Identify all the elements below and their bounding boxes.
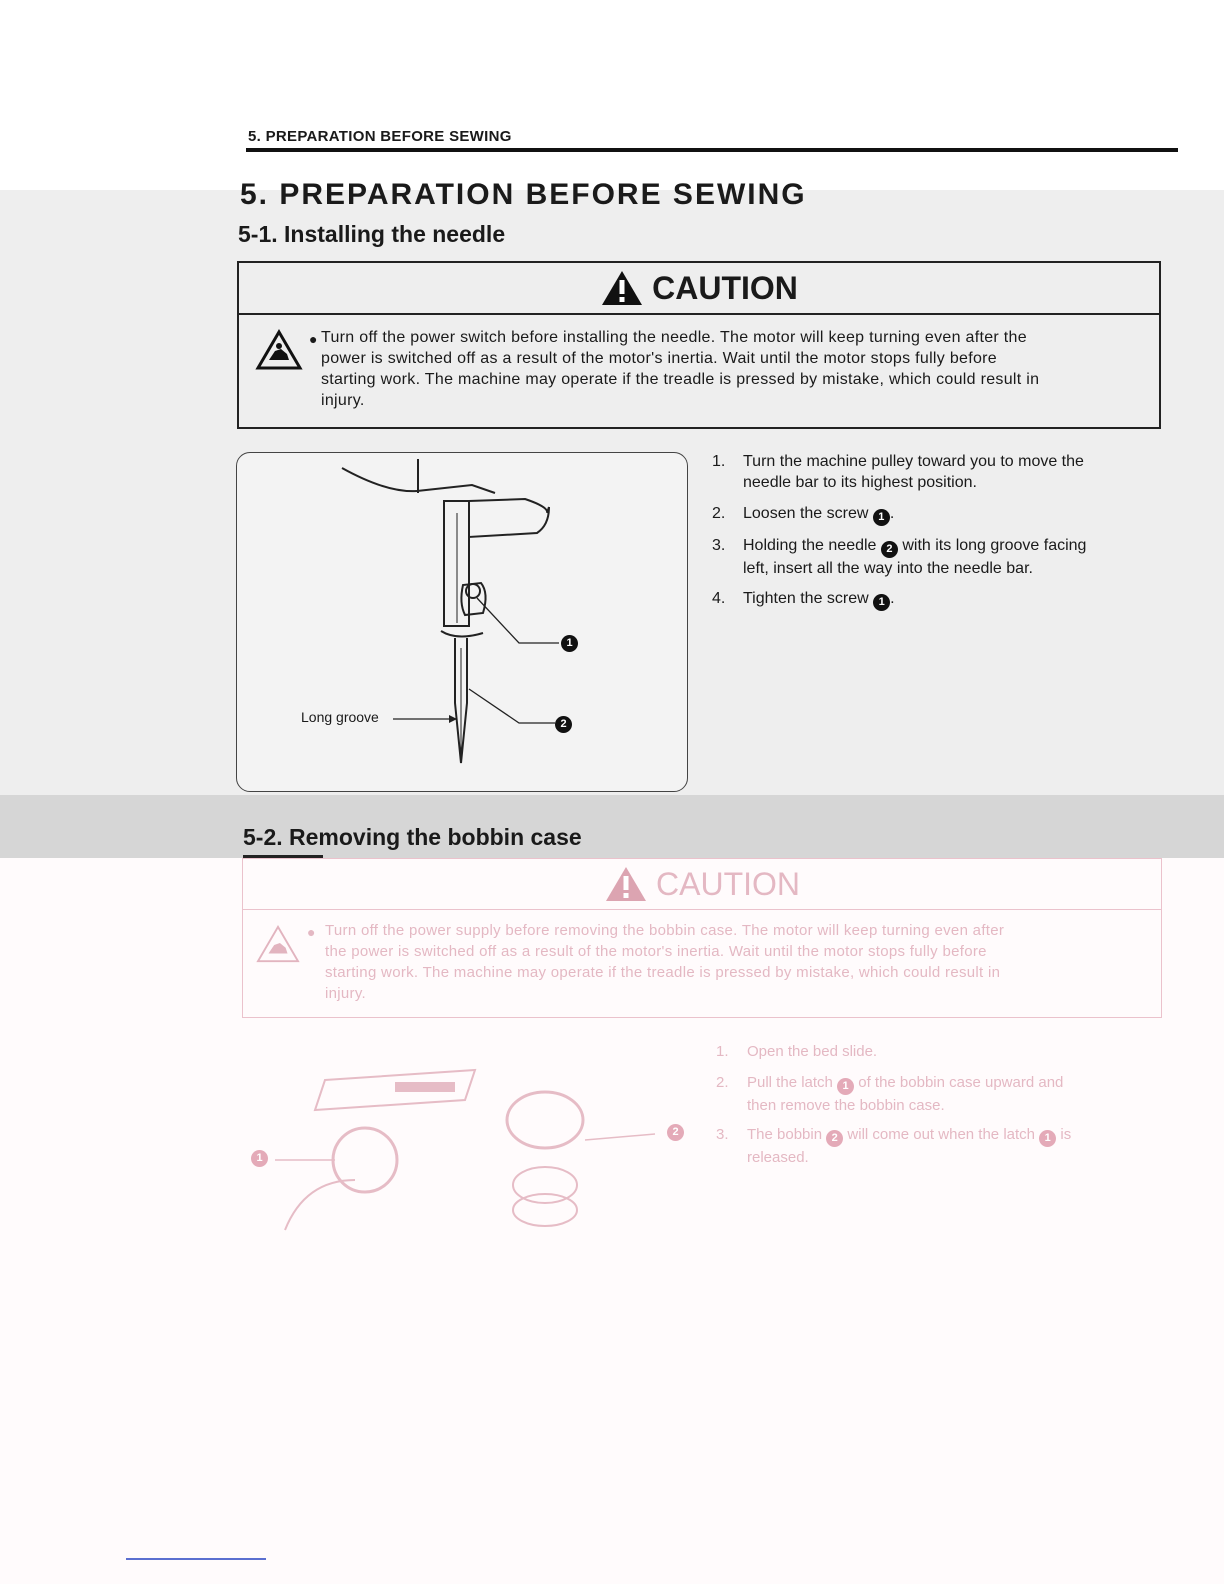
- needle-bar-illustration: [237, 453, 687, 791]
- hand-injury-warning-icon: [255, 329, 303, 371]
- callout-1: 1: [561, 635, 578, 652]
- caution-box: [237, 261, 1161, 429]
- caution-header: [239, 263, 1159, 315]
- ref-callout-1: 1: [837, 1078, 854, 1095]
- caution-text: Turn off the power switch before installing the needle. The motor will keep turning even after the power is switched off as a result of the motor's inertia. Wait until the motor stops fully before starting work. The machine may operate if the treadle is pressed by mistake, which could result in injury.: [321, 329, 1040, 409]
- bullet-dot: ●: [309, 331, 318, 347]
- bullet-dot: ●: [307, 924, 316, 940]
- caution-header-faded: [243, 859, 1161, 910]
- header-rule: [246, 148, 1178, 152]
- scan-edge-mark: [126, 1558, 266, 1560]
- callout-1: 1: [251, 1150, 268, 1167]
- bobbin-case-figure: [245, 1060, 705, 1250]
- callout-2: 2: [555, 716, 572, 733]
- needle-installation-figure: [236, 452, 688, 792]
- warning-triangle-icon: [604, 865, 648, 903]
- warning-triangle-icon: [600, 269, 644, 307]
- step-3: 3. The bobbin 2 will come out when the latch 1 is released.: [716, 1126, 1072, 1166]
- step-2: 2. Loosen the screw 1 .: [712, 503, 1162, 525]
- step-4: 4. Tighten the screw 1 .: [712, 588, 1162, 610]
- caution-text-faded: Turn off the power supply before removing the bobbin case. The motor will keep turning even after the power is switched off as a result of the motor's inertia. Wait until the motor stops fully before starting work. The machine may operate if the treadle is pressed by mistake, which could result in injury.: [325, 922, 1005, 1002]
- step-3: 3. Holding the needle 2 with its long groove facing left, insert all the way into the needle bar.: [712, 537, 1087, 577]
- callout-2: 2: [667, 1124, 684, 1141]
- section-title-removing-bobbin-case: 5-2. Removing the bobbin case: [243, 824, 582, 850]
- bobbin-case-illustration: [245, 1060, 705, 1250]
- ref-callout-2: 2: [881, 541, 898, 558]
- ref-callout-1: 1: [1039, 1130, 1056, 1147]
- caution-heading: CAUTION: [652, 269, 798, 306]
- step-2: 2. Pull the latch 1 of the bobbin case upward and then remove the bobbin case.: [716, 1074, 1064, 1114]
- step-1: 1. Turn the machine pulley toward you to move the needle bar to its highest position.: [712, 453, 1084, 491]
- chapter-title: 5. PREPARATION BEFORE SEWING: [240, 178, 807, 206]
- scan-shade-band: [0, 795, 1224, 858]
- step-1: 1. Open the bed slide.: [716, 1043, 878, 1060]
- ref-callout-1: 1: [873, 509, 890, 526]
- long-groove-label: Long groove: [301, 709, 379, 725]
- caution-box-faded: [242, 858, 1162, 1018]
- ref-callout-2: 2: [826, 1130, 843, 1147]
- caution-heading-faded: CAUTION: [656, 865, 800, 902]
- ref-callout-1: 1: [873, 594, 890, 611]
- running-header: 5. PREPARATION BEFORE SEWING: [248, 128, 512, 145]
- hand-injury-warning-icon: [255, 924, 301, 964]
- section-title-installing-needle: 5-1. Installing the needle: [238, 221, 506, 247]
